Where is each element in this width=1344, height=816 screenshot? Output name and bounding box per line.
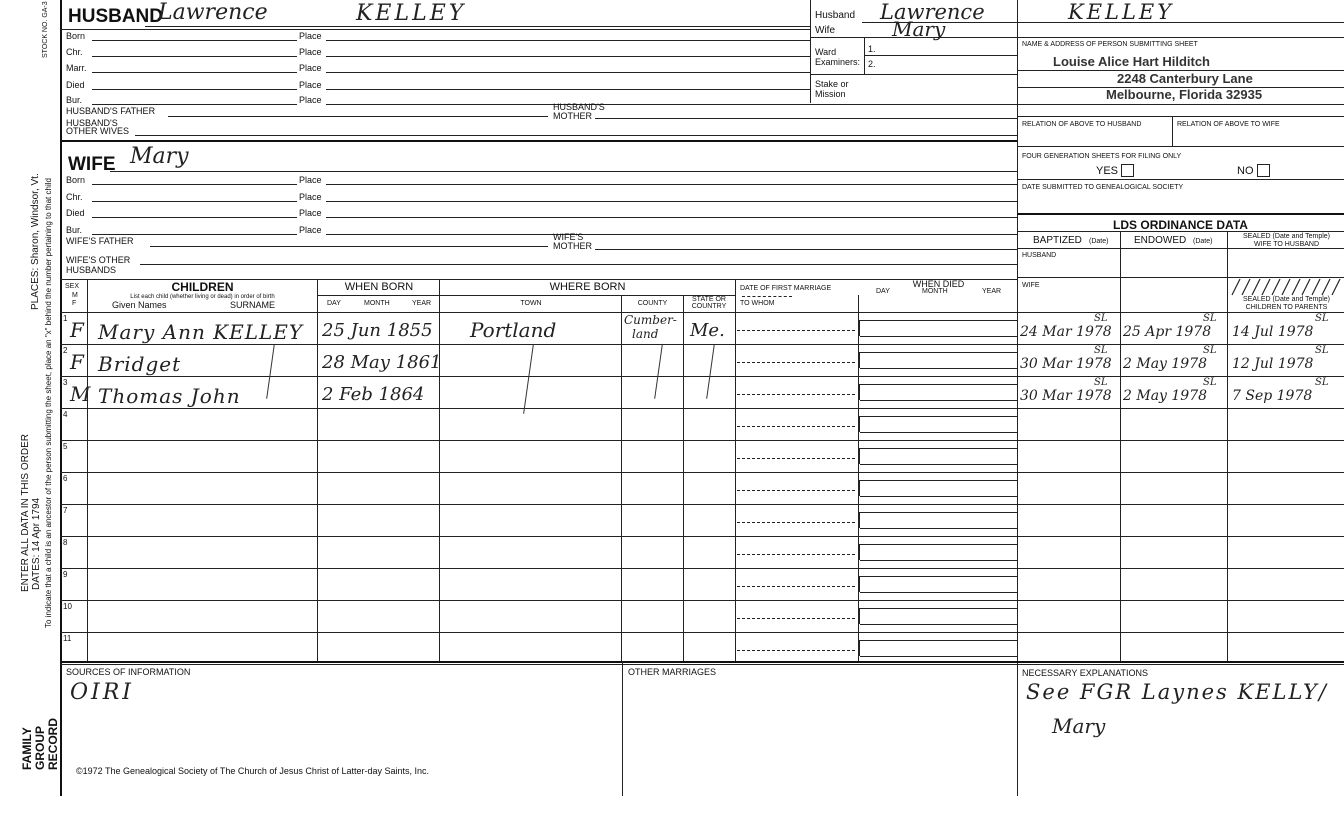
wife-died-label: Died — [66, 208, 85, 218]
endowed-label: ENDOWED — [1134, 235, 1187, 246]
ward-wife-label: Wife — [815, 25, 835, 36]
ditto-stroke — [706, 344, 715, 399]
child-sex: M — [70, 382, 91, 406]
sex-label: SEX — [65, 283, 80, 290]
copyright-text: ©1972 The Genealogical Society of The Church of Jesus Christ of Latter-day Saints, Inc. — [76, 766, 429, 776]
given-names-label: Given Names — [112, 300, 167, 310]
husband-mother-label-2: MOTHER — [553, 111, 592, 121]
wife-given-name: Mary — [130, 144, 189, 169]
child-birth-date: 2 Feb 1864 — [322, 384, 425, 405]
yes-checkbox[interactable] — [1121, 164, 1134, 177]
town-label: TOWN — [520, 300, 542, 307]
child-sex: F — [70, 318, 84, 342]
child-endowed-mark: SL — [1203, 313, 1217, 324]
submitter-city: Melbourne, Florida 32935 — [1106, 87, 1263, 102]
child-number: 2 — [63, 346, 68, 355]
main-left-border — [60, 0, 62, 796]
child-sealed-date: 12 Jul 1978 — [1232, 356, 1314, 372]
record-label: RECORD — [46, 717, 60, 770]
explanations-label: NECESSARY EXPLANATIONS — [1022, 668, 1149, 678]
sex-m-label: M — [72, 292, 78, 299]
sources-label: SOURCES OF INFORMATION — [66, 667, 191, 677]
husband-marr-place-label: Place — [299, 63, 322, 73]
baptized-date-label: (Date) — [1089, 238, 1109, 245]
born-year-label: YEAR — [412, 300, 432, 307]
ward-label: Ward — [815, 47, 837, 57]
state-label-2: COUNTRY — [691, 303, 727, 310]
examiner-1: 1. — [868, 44, 876, 54]
child-number: 9 — [63, 570, 68, 579]
ditto-stroke — [654, 344, 663, 399]
endowed-date-label: (Date) — [1193, 238, 1213, 245]
child-number: 6 — [63, 474, 68, 483]
where-born-label: WHERE BORN — [549, 281, 626, 293]
places-note: PLACES: Sharon, Windsor, Vt. — [30, 173, 41, 310]
right-panel-border — [1017, 0, 1018, 796]
wife-chr-place-label: Place — [299, 192, 322, 202]
lds-husband-label: HUSBAND — [1022, 252, 1057, 259]
mission-label: Mission — [815, 89, 846, 99]
wife-died-place-label: Place — [299, 208, 322, 218]
lds-wife-label: WIFE — [1022, 282, 1040, 289]
born-month-label: MONTH — [364, 300, 390, 307]
county-label: COUNTY — [637, 300, 668, 307]
child-birth-county-1: Cumber- — [624, 313, 677, 327]
husband-bur-label: Bur. — [66, 95, 83, 105]
child-sealed-mark: SL — [1315, 313, 1329, 324]
child-baptized-date: 30 Mar 1978 — [1020, 388, 1112, 404]
child-baptized-mark: SL — [1094, 345, 1108, 356]
stock-number: STOCK NO. GA-3 — [42, 1, 49, 58]
child-name: Mary Ann KELLEY — [98, 320, 304, 344]
sex-f-label: F — [72, 300, 77, 307]
died-day-label: DAY — [876, 288, 890, 295]
wife-other-husbands-label-1: WIFE'S OTHER — [66, 255, 131, 265]
wife-mother-label-1: WIFE'S — [553, 232, 584, 242]
child-number: 10 — [63, 602, 72, 611]
child-birth-date: 25 Jun 1855 — [322, 320, 433, 341]
husband-bur-place-label: Place — [299, 95, 322, 105]
children-title: CHILDREN — [171, 280, 234, 294]
enter-data-note: ENTER ALL DATA IN THIS ORDER — [20, 434, 31, 592]
child-name: Thomas John — [98, 384, 241, 408]
four-gen-label: FOUR GENERATION SHEETS FOR FILING ONLY — [1022, 153, 1182, 160]
child-baptized-date: 30 Mar 1978 — [1020, 356, 1112, 372]
first-marriage-label: DATE OF FIRST MARRIAGE — [740, 285, 832, 292]
died-year-label: YEAR — [982, 288, 1002, 295]
husband-chr-label: Chr. — [66, 47, 83, 57]
stake-label: Stake or — [815, 79, 849, 89]
child-endowed-date: 2 May 1978 — [1123, 356, 1208, 372]
ditto-stroke — [523, 344, 534, 413]
sealed-wife-label-2: WIFE TO HUSBAND — [1253, 241, 1320, 248]
child-number: 1 — [63, 314, 68, 323]
wife-bur-place-label: Place — [299, 225, 322, 235]
ditto-stroke — [266, 344, 275, 399]
husband-father-label: HUSBAND'S FATHER — [66, 106, 156, 116]
child-baptized-mark: SL — [1094, 313, 1108, 324]
child-sealed-date: 7 Sep 1978 — [1232, 388, 1313, 404]
submitter-street: 2248 Canterbury Lane — [1117, 71, 1253, 86]
child-sealed-date: 14 Jul 1978 — [1232, 324, 1314, 340]
husband-label: HUSBAND — [68, 6, 163, 27]
yes-label: YES — [1096, 165, 1119, 177]
explanation-line-1: See FGR Laynes KELLY/ — [1026, 680, 1328, 704]
husband-born-label: Born — [66, 31, 86, 41]
child-baptized-mark: SL — [1094, 377, 1108, 388]
wife-chr-label: Chr. — [66, 192, 83, 202]
explanation-line-2: Mary — [1052, 714, 1106, 738]
child-number: 3 — [63, 378, 68, 387]
child-number: 8 — [63, 538, 68, 547]
ancestor-note: To indicate that a child is an ancestor of the person submitting the sheet, place an "x" behind the number pertaining to that child — [44, 178, 53, 628]
child-name: Bridget — [98, 352, 182, 376]
state-label-1: STATE OR — [692, 296, 726, 303]
examiner-2: 2. — [868, 59, 876, 69]
child-sealed-mark: SL — [1315, 345, 1329, 356]
child-sex: F — [70, 350, 84, 374]
to-whom-label: TO WHOM — [740, 300, 775, 307]
surname-label: SURNAME — [230, 300, 276, 310]
submitter-name: Louise Alice Hart Hilditch — [1053, 54, 1210, 69]
wife-other-husbands-label-2: HUSBANDS — [66, 265, 117, 275]
child-number: 11 — [63, 634, 72, 643]
child-endowed-date: 25 Apr 1978 — [1123, 324, 1212, 340]
child-birth-date: 28 May 1861 — [322, 352, 442, 373]
wife-born-place-label: Place — [299, 175, 322, 185]
ward-husband-label: Husband — [815, 10, 856, 21]
relation-husband-label: RELATION OF ABOVE TO HUSBAND — [1022, 121, 1142, 128]
husband-marr-label: Marr. — [66, 63, 87, 73]
ward-wife-given: Mary — [892, 17, 946, 41]
husband-born-place-label: Place — [299, 31, 322, 41]
dates-note: DATES: 14 Apr 1794 — [31, 497, 42, 590]
sealed-parents-label-2: CHILDREN TO PARENTS — [1245, 304, 1328, 311]
submitter-label: NAME & ADDRESS OF PERSON SUBMITTING SHEET — [1022, 41, 1198, 48]
lds-title: LDS ORDINANCE DATA — [1113, 218, 1248, 232]
husband-mother-label-1: HUSBAND'S — [553, 102, 605, 112]
husband-other-wives-label-2: OTHER WIVES — [66, 126, 130, 136]
husband-chr-place-label: Place — [299, 47, 322, 57]
child-endowed-mark: SL — [1203, 345, 1217, 356]
child-birth-town: Portland — [470, 318, 557, 342]
no-checkbox[interactable] — [1257, 164, 1270, 177]
wife-father-label: WIFE'S FATHER — [66, 236, 134, 246]
husband-other-wives-label-1: HUSBAND'S — [66, 118, 118, 128]
child-birth-state: Me. — [690, 320, 725, 341]
died-month-label: MONTH — [922, 288, 948, 295]
child-number: 7 — [63, 506, 68, 515]
sealed-parents-label-1: SEALED (Date and Temple) — [1242, 296, 1331, 303]
child-endowed-mark: SL — [1203, 377, 1217, 388]
ward-husband-surname: KELLEY — [1068, 0, 1175, 24]
child-birth-county-2: land — [632, 327, 659, 341]
examiners-label: Examiners: — [815, 57, 861, 67]
other-marriages-label: OTHER MARRIAGES — [628, 667, 717, 677]
when-died-label: WHEN DIED — [912, 279, 965, 289]
no-label: NO — [1237, 165, 1254, 177]
husband-died-label: Died — [66, 80, 85, 90]
wife-label: WIFE — [68, 154, 116, 175]
ward-husband-given: Lawrence — [880, 0, 985, 24]
child-number: 5 — [63, 442, 68, 451]
wife-born-label: Born — [66, 175, 86, 185]
baptized-label: BAPTIZED — [1033, 235, 1082, 246]
husband-given-name: Lawrence — [158, 0, 268, 25]
husband-surname: KELLEY — [356, 1, 467, 26]
when-born-label: WHEN BORN — [344, 281, 414, 293]
date-submitted-label: DATE SUBMITTED TO GENEALOGICAL SOCIETY — [1022, 184, 1184, 191]
born-day-label: DAY — [327, 300, 341, 307]
list-note: List each child (whether living or dead) in order of birth — [130, 294, 275, 300]
child-baptized-date: 24 Mar 1978 — [1020, 324, 1112, 340]
sealed-hatch — [1228, 278, 1344, 296]
husband-died-place-label: Place — [299, 80, 322, 90]
child-sealed-mark: SL — [1315, 377, 1329, 388]
wife-bur-label: Bur. — [66, 225, 83, 235]
sealed-wife-label-1: SEALED (Date and Temple) — [1242, 233, 1331, 240]
family-label: FAMILY — [20, 727, 34, 770]
sources-value: OIRI — [70, 680, 134, 705]
ward-left-border — [810, 0, 811, 103]
group-label: GROUP — [33, 725, 47, 770]
wife-mother-label-2: MOTHER — [553, 241, 592, 251]
relation-wife-label: RELATION OF ABOVE TO WIFE — [1177, 121, 1280, 128]
child-endowed-date: 2 May 1978 — [1123, 388, 1208, 404]
child-number: 4 — [63, 410, 68, 419]
